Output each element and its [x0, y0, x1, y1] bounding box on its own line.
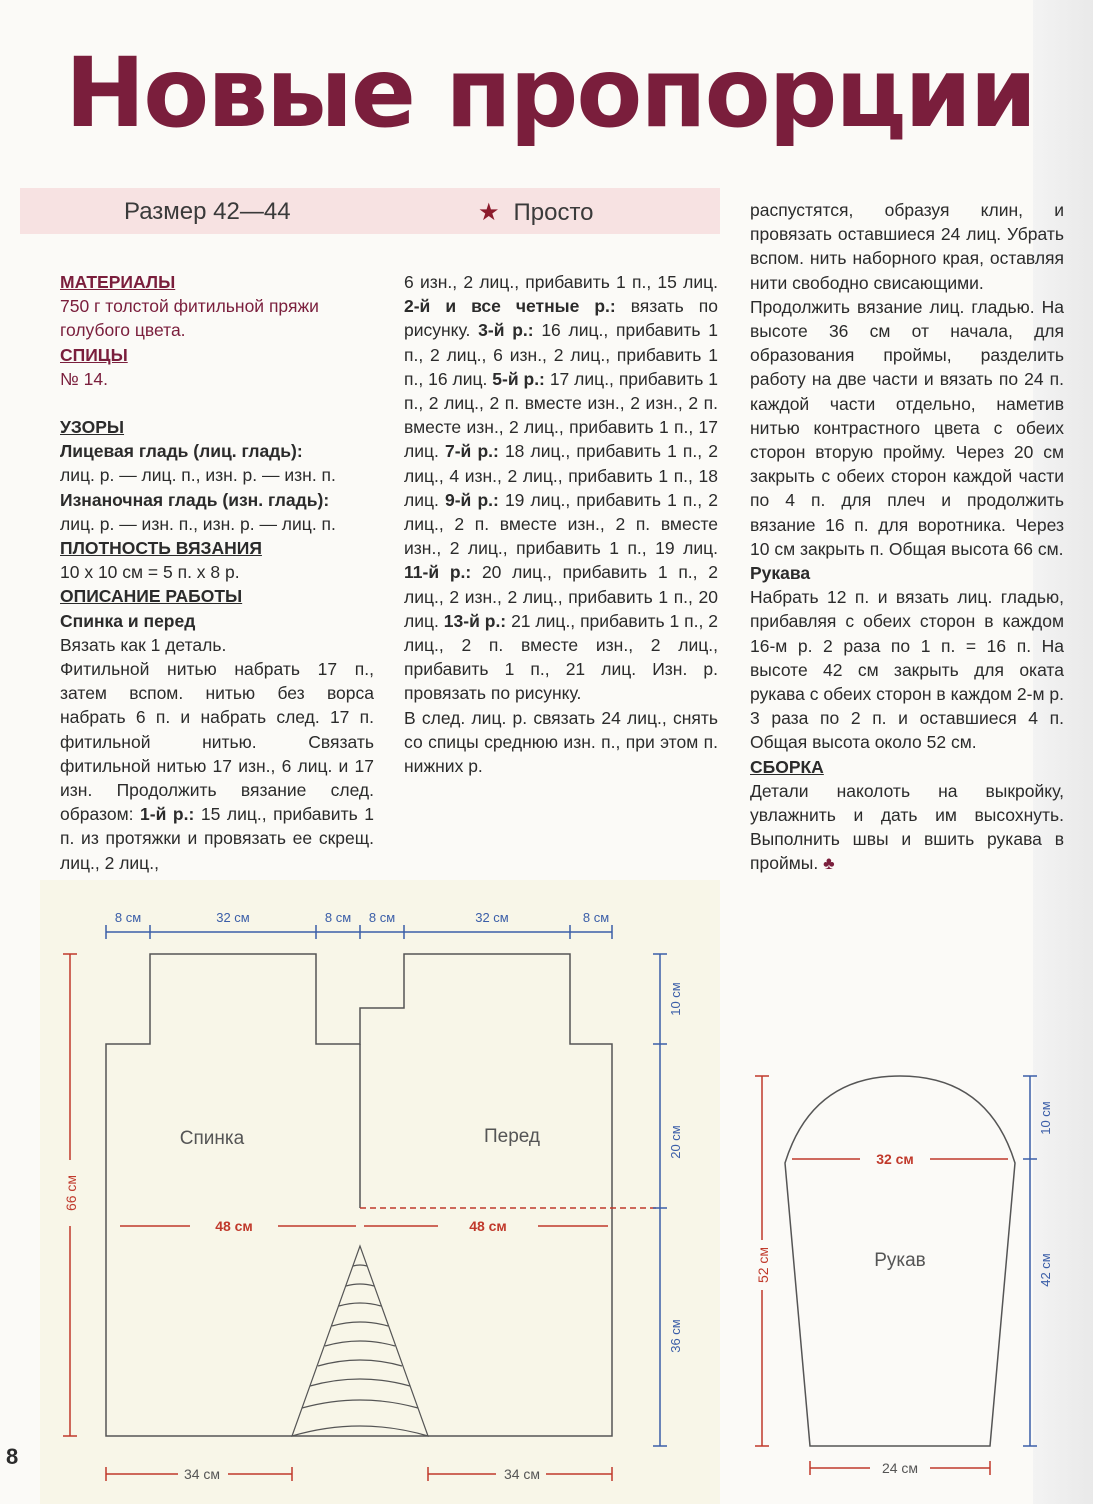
height-collar: 10 см: [668, 982, 683, 1016]
row1-label: 1-й р.:: [140, 804, 195, 825]
patterns-heading: УЗОРЫ: [60, 417, 125, 438]
col2-p2: В след. лиц. р. связать 24 лиц., снять со спицы среднюю изн. п., при этом п. нижних р.: [404, 707, 718, 777]
row11-text: 20 лиц., прибавить 1 п., 2 лиц., 2 изн., 2 лиц., прибавить 1 п., 20 лиц.: [404, 562, 718, 631]
size-label: Размер 42—44: [124, 198, 291, 225]
height-armhole: 20 см: [668, 1125, 683, 1159]
work-heading: ОПИСАНИЕ РАБОТЫ: [60, 586, 243, 607]
sleeve-label: Рукав: [874, 1250, 926, 1271]
top-dim-3: 8 см: [324, 910, 352, 925]
back-front-heading: Спинка и перед: [60, 610, 196, 631]
sleeves-heading: Рукава: [750, 563, 811, 584]
row2-text: вязать по рисунку.: [404, 296, 718, 341]
top-dim-6: 8 см: [582, 910, 610, 925]
materials-text: 750 г толстой фитильной пряжи голубого цвета.: [60, 296, 319, 341]
assembly-heading: СБОРКА: [750, 756, 824, 777]
row9-label: 9-й р.:: [445, 489, 499, 510]
needles-heading: СПИЦЫ: [60, 344, 128, 365]
column-3: [750, 198, 1064, 876]
density-text: 10 х 10 см = 5 п. х 8 р.: [60, 562, 240, 583]
col3-p1: распустятся, образуя клин, и провязать оставшиеся 24 лиц. Убрать вспом. нить наборного края, оставляя нити свободно свисающими.: [750, 200, 1064, 293]
height-lower: 36 см: [668, 1319, 683, 1353]
pattern2-text: лиц. р. — изн. п., изн. р. — лиц. п.: [60, 513, 336, 534]
sleeves-text: Набрать 12 п. и вязать лиц. гладью, прибавляя с обеих сторон в каждом 16-м р. 2 раза по 1 п. = 16 п. На высоте 42 см закрыть для оката рукава с обеих сторон в каждом 2-м р. 3 раза по 2 п. и оставшиеся 4 п. Общая высота около 52 см.: [750, 587, 1064, 753]
assembly-body: Детали наколоть на выкройку, увлажнить и дать им высохнуть. Выполнить швы и вшить рукава в проймы.: [750, 780, 1064, 874]
col3-p2: Продолжить вязание лиц. гладью. На высоте 36 см от начала, для образования проймы, разделить работу на две части и вязать по 24 п. каждой части отдельно, наметив нитью контрастного цвета с обеих сторон вторую пройму. Через 20 см закрыть с обеих сторон каждой части по 4 п. для плеч и продолжить вязание 16 п. для воротника. Через 10 см закрыть п. Общая высота 66 см.: [750, 296, 1064, 559]
sleeve-body-height: 42 см: [1038, 1253, 1053, 1287]
schema-background: [40, 880, 720, 1504]
column-1: [60, 270, 374, 875]
club-icon: ♣: [823, 853, 835, 874]
back-front-text2-body: Фитильной нитью набрать 17 п., затем вспом. нитью без ворса набрать 6 п. и набрать след. 17 п. фитильной нитью. Связать фитильной нитью 17 изн., 6 лиц. и 17 изн. Продолжить вязание след. образом:: [60, 659, 374, 825]
row3-label: 3-й р.:: [478, 320, 534, 341]
sleeve-right-line: [1023, 1076, 1037, 1446]
materials-heading: МАТЕРИАЛЫ: [60, 272, 176, 292]
row9-text: 19 лиц., прибавить 1 п., 2 лиц., 2 п. вместе изн., 2 п. вместе изн., 2 лиц., прибавить 1 п., 19 лиц.: [404, 489, 718, 559]
top-dim-1: 8 см: [114, 910, 142, 925]
pattern1-name: Лицевая гладь (лиц. гладь):: [60, 441, 303, 462]
row3-text: 16 лиц., прибавить 1 п., 2 лиц., 6 изн., 2 лиц., прибавить 1 п., 16 лиц.: [404, 320, 719, 389]
page-number: 8: [6, 1444, 19, 1469]
width-front: 48 см: [469, 1218, 507, 1234]
row7-label: 7-й р.:: [445, 441, 499, 462]
assembly-text: [750, 779, 1064, 876]
density-heading: ПЛОТНОСТЬ ВЯЗАНИЯ: [60, 538, 262, 559]
row13-label: 13-й р.:: [443, 610, 507, 631]
pattern1-text: лиц. р. — лиц. п., изн. р. — изн. п.: [60, 465, 336, 486]
sleeve-cap-height: 10 см: [1038, 1101, 1053, 1135]
row1-text: 15 лиц., прибавить 1 п. из протяжки и провязать ее скрещ. лиц., 2 лиц.,: [60, 804, 374, 873]
bottom-right: 34 см: [503, 1466, 541, 1482]
col2-p1: 6 изн., 2 лиц., прибавить 1 п., 15 лиц.: [404, 272, 718, 292]
difficulty-label: [478, 198, 594, 227]
top-dim-5: 32 см: [475, 910, 509, 925]
row11-label: 11-й р.:: [404, 562, 472, 583]
row5-text: 17 лиц., прибавить 1 п., 2 лиц., 2 п. вместе изн., 2 изн., 2 п. вместе изн., 2 лиц., прибавить 1 п., 17 лиц.: [404, 368, 719, 462]
row2-label: 2-й и все четные р.:: [404, 296, 616, 317]
sleeve-total-height: 52 см: [755, 1246, 771, 1284]
page-title: Новые пропорции: [64, 37, 1036, 149]
pattern-schema: [40, 880, 1093, 1504]
star-icon: ★: [478, 199, 500, 226]
col2-text: [404, 270, 718, 706]
back-front-text1: Вязать как 1 деталь.: [60, 634, 227, 655]
sleeve-bottom-width: 24 см: [881, 1460, 919, 1476]
width-back: 48 см: [215, 1218, 253, 1234]
sleeve-top-width: 32 см: [876, 1151, 914, 1167]
difficulty-text: Просто: [513, 199, 594, 226]
label-back: Спинка: [179, 1128, 245, 1149]
needles-text: № 14.: [60, 368, 108, 389]
column-2: [404, 270, 718, 778]
row7-text: 18 лиц., прибавить 1 п., 2 лиц., 4 изн., 2 лиц., прибавить 1 п., 18 лиц.: [404, 441, 718, 510]
top-dim-2: 32 см: [216, 910, 250, 925]
pattern2-name: Изнаночная гладь (изн. гладь):: [60, 489, 330, 510]
height-total: 66 см: [63, 1174, 79, 1212]
label-front: Перед: [483, 1126, 541, 1147]
bottom-left: 34 см: [183, 1466, 221, 1482]
row13-text: 21 лиц., прибавить 1 п., 2 лиц., 2 п. вместе изн., 2 лиц., прибавить 1 п., 21 лиц. Изн. р. провязать по рисунку.: [404, 610, 719, 704]
row5-label: 5-й р.:: [492, 368, 545, 389]
top-dim-4: 8 см: [368, 910, 396, 925]
back-front-text2: [60, 657, 374, 875]
